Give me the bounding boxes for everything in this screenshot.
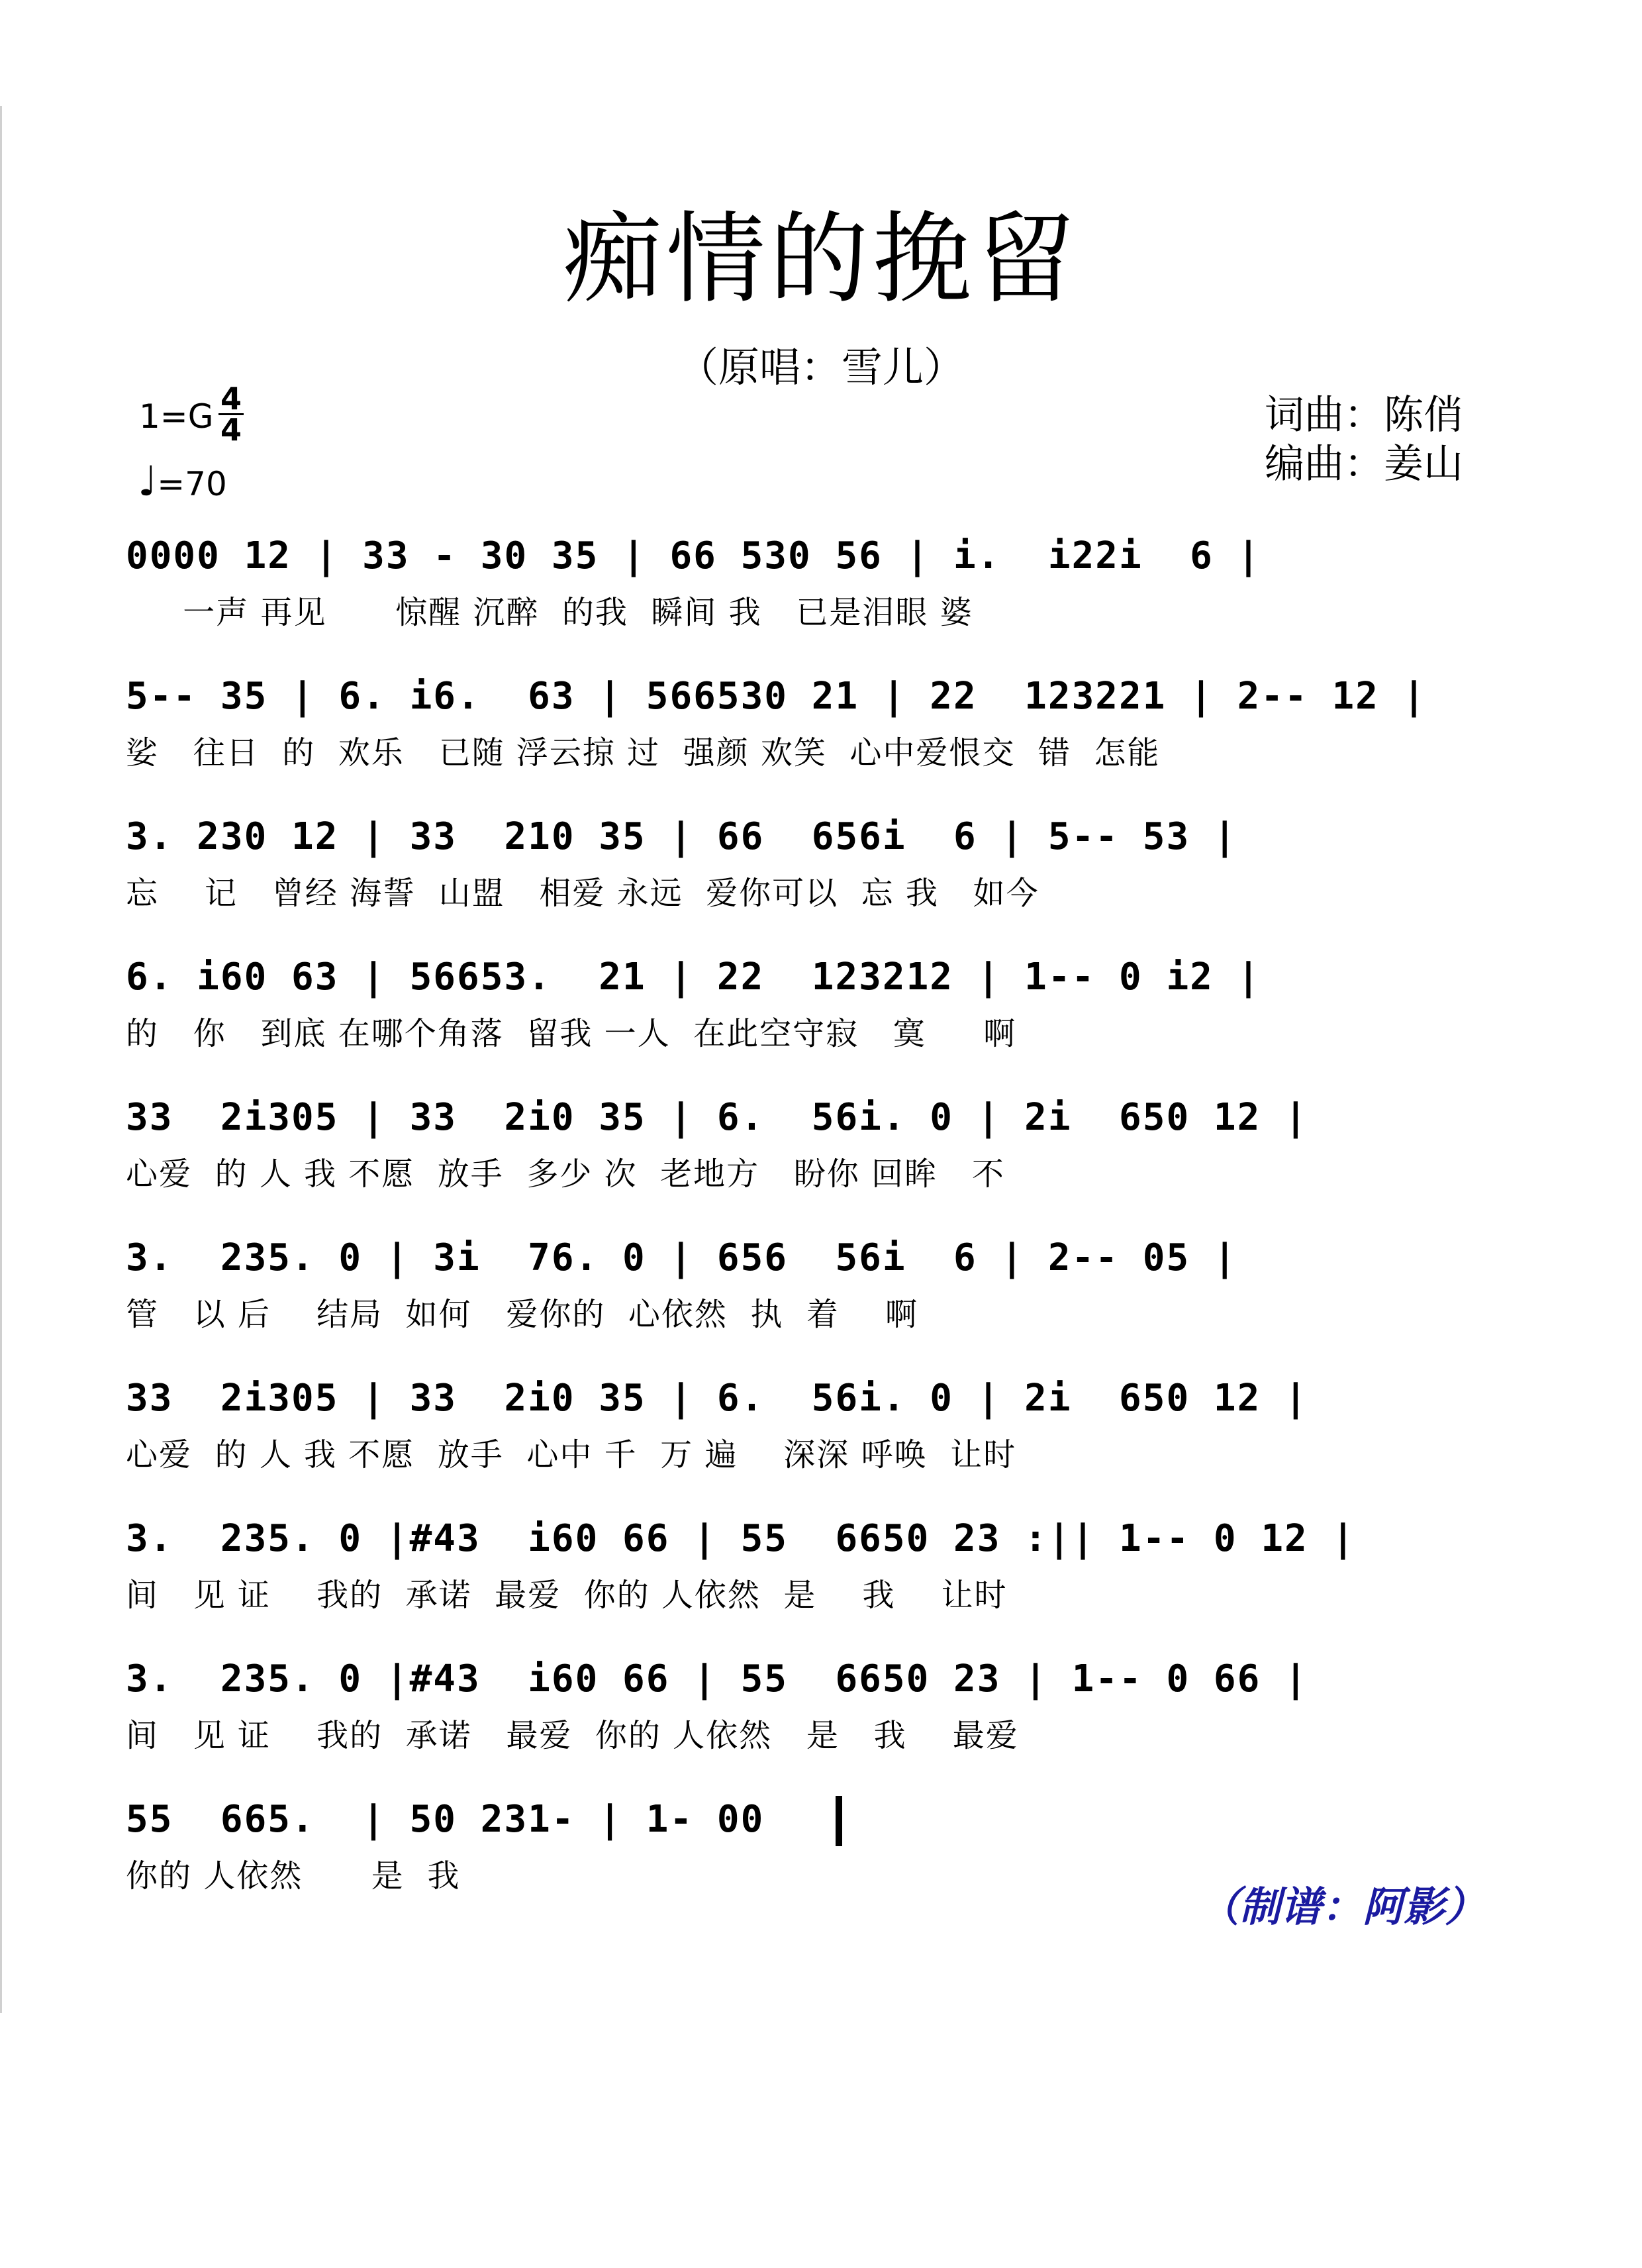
notation-line-8: 3. 235. 0 |#43 i60 66 | 55 6650 23 :|| 1-- 0 12 |	[126, 1517, 1356, 1560]
quarter-note-icon: ♩	[138, 457, 158, 505]
lyrics-line-9: 间 见 证 我的 承诺 最爱 你的 人依然 是 我 最爱	[126, 1717, 1019, 1754]
time-signature	[218, 381, 244, 448]
notation-line-10: 55 665. | 50 231- | 1- 00	[126, 1798, 765, 1841]
notation-line-9: 3. 235. 0 |#43 i60 66 | 55 6650 23 | 1-- 0 66 |	[126, 1657, 1308, 1701]
lyrics-music-credit: 词曲：陈俏	[1265, 392, 1463, 438]
arrangement-credit: 编曲：姜山	[1265, 441, 1463, 487]
lyrics-line-10: 你的 人依然 是 我	[126, 1857, 461, 1895]
time-signature-top: 4	[220, 381, 242, 417]
lyrics-line-4: 的 你 到底 在哪个角落 留我 一人 在此空守寂 寞 啊	[126, 1015, 1017, 1052]
lyrics-line-6: 管 以 后 结局 如何 爱你的 心依然 执 着 啊	[126, 1296, 918, 1333]
lyrics-line-2: 娑 往日 的 欢乐 已随 浮云掠 过 强颜 欢笑 心中爱恨交 错 怎能	[126, 734, 1161, 771]
notation-line-2: 5-- 35 | 6. i6. 63 | 566530 21 | 22 123221 | 2-- 12 |	[126, 675, 1427, 718]
tempo-value: =70	[157, 465, 227, 503]
notation-line-6: 3. 235. 0 | 3i 76. 0 | 656 56i 6 | 2-- 05 |	[126, 1236, 1237, 1279]
notation-line-3: 3. 230 12 | 33 210 35 | 66 656i 6 | 5-- 53 |	[126, 815, 1237, 858]
notation-line-7: 33 2i305 | 33 2i0 35 | 6. 56i. 0 | 2i 650 12 |	[126, 1377, 1308, 1420]
notation-line-1: 0000 12 | 33 - 30 35 | 66 530 56 | i. i22i 6 |	[126, 534, 1261, 577]
notation-line-4: 6. i60 63 | 56653. 21 | 22 123212 | 1-- 0 i2 |	[126, 956, 1261, 999]
key-signature: 1=G	[139, 397, 214, 436]
time-signature-bottom: 4	[218, 413, 244, 444]
lyrics-line-8: 间 见 证 我的 承诺 最爱 你的 人依然 是 我 让时	[126, 1577, 1008, 1614]
lyrics-line-1: 一声 再见 惊醒 沉醉 的我 瞬间 我 已是泪眼 婆	[126, 594, 973, 631]
lyrics-line-3: 忘 记 曾经 海誓 山盟 相爱 永远 爱你可以 忘 我 如今	[126, 875, 1039, 912]
credits-block	[1265, 391, 1463, 489]
notation-line-5: 33 2i305 | 33 2i0 35 | 6. 56i. 0 | 2i 650 12 |	[126, 1096, 1308, 1139]
final-barline	[836, 1796, 842, 1846]
transcriber-credit: （制谱：阿影）	[1198, 1883, 1486, 1931]
song-title: 痴情的挽留	[562, 202, 1079, 317]
tempo-marking	[138, 457, 227, 505]
original-singer: （原唱：雪儿）	[677, 343, 965, 391]
lyrics-line-5: 心爱 的 人 我 不愿 放手 多少 次 老地方 盼你 回眸 不	[126, 1156, 1005, 1193]
lyrics-line-7: 心爱 的 人 我 不愿 放手 心中 千 万 遍 深深 呼唤 让时	[126, 1436, 1017, 1473]
